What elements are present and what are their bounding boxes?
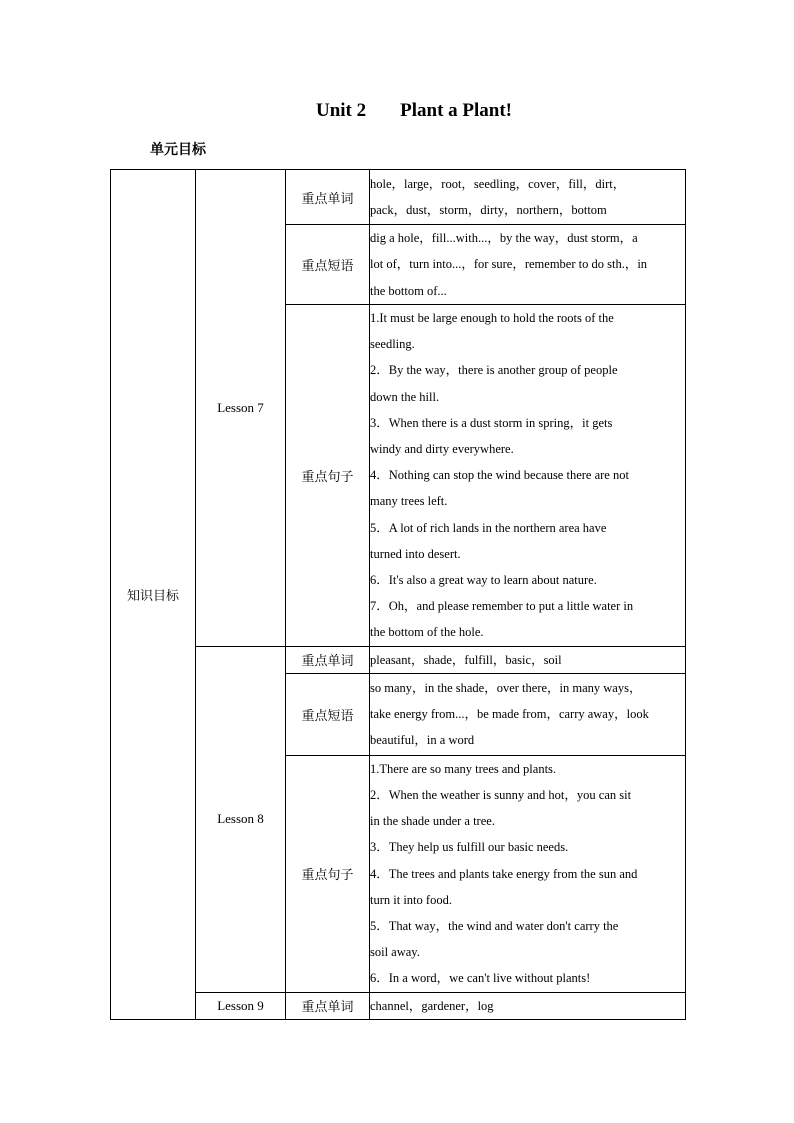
content-line: windy and dirty everywhere. (370, 442, 514, 457)
type-cell: 重点句子 (286, 755, 370, 992)
lesson-cell: Lesson 7 (196, 170, 286, 647)
content-line: 3．When there is a dust storm in spring，it gets (370, 415, 613, 430)
content-line: beautiful，in a word (370, 733, 475, 748)
content-cell (370, 170, 686, 225)
content-line: 6．In a word，we can't live without plants! (370, 971, 591, 986)
content-cell (370, 225, 686, 305)
content-line: in the shade under a tree. (370, 814, 495, 829)
unit-goals-table (110, 169, 686, 1020)
type-cell: 重点单词 (286, 992, 370, 1019)
section-heading: 单元目标 (150, 142, 206, 158)
content-line: 5．A lot of rich lands in the northern area have (370, 520, 607, 535)
content-cell (370, 992, 686, 1019)
content-line: pleasant，shade，fulfill，basic，soil (370, 652, 562, 667)
type-cell: 重点短语 (286, 225, 370, 305)
content-line: 3．They help us fulfill our basic needs. (370, 840, 569, 855)
content-line: the bottom of... (370, 283, 447, 298)
content-line: 1.There are so many trees and plants. (370, 761, 557, 776)
lesson-cell: Lesson 9 (196, 992, 286, 1019)
page-title (0, 100, 794, 122)
content-line: 6．It's also a great way to learn about nature. (370, 573, 597, 588)
content-line: down the hill. (370, 389, 440, 404)
content-line: the bottom of the hole. (370, 625, 484, 640)
content-cell (370, 673, 686, 755)
content-line: seedling. (370, 337, 415, 352)
content-line: turned into desert. (370, 546, 461, 561)
category-cell: 知识目标 (111, 170, 196, 1020)
content-cell (370, 305, 686, 647)
type-cell: 重点短语 (286, 673, 370, 755)
content-line: channel，gardener，log (370, 998, 494, 1013)
content-cell (370, 646, 686, 673)
content-line: 1.It must be large enough to hold the roots of the (370, 311, 614, 325)
content-cell (370, 755, 686, 992)
content-line: hole，large，root，seedling，cover，fill，dirt， (370, 176, 626, 191)
unit-number: Unit 2 (315, 100, 367, 121)
content-line: dig a hole，fill...with...，by the way，dust storm，a (370, 231, 638, 246)
table-row (111, 170, 686, 225)
type-cell: 重点单词 (286, 646, 370, 673)
content-line: pack，dust，storm，dirty，northern，bottom (370, 203, 607, 217)
table-row (111, 646, 686, 673)
type-cell: 重点句子 (286, 305, 370, 647)
content-line: lot of，turn into...，for sure，remember to do sth.，in (370, 257, 648, 272)
content-line: take energy from...，be made from，carry away，look (370, 707, 649, 722)
content-line: 4．Nothing can stop the wind because there are not (370, 468, 629, 483)
content-line: 7．Oh，and please remember to put a little water in (370, 599, 634, 614)
content-line: 2．By the way，there is another group of people (370, 363, 618, 378)
content-line: many trees left. (370, 494, 448, 509)
content-line: 2．When the weather is sunny and hot，you can sit (370, 788, 632, 803)
table-row (111, 992, 686, 1019)
unit-name: Plant a Plant! (400, 100, 513, 121)
content-line: so many，in the shade，over there，in many ways， (370, 681, 642, 696)
type-cell: 重点单词 (286, 170, 370, 225)
content-line: soil away. (370, 945, 420, 960)
content-line: 5．That way，the wind and water don't carry the (370, 919, 619, 934)
lesson-cell: Lesson 8 (196, 646, 286, 992)
content-line: turn it into food. (370, 892, 452, 907)
content-line: 4．The trees and plants take energy from the sun and (370, 866, 638, 881)
